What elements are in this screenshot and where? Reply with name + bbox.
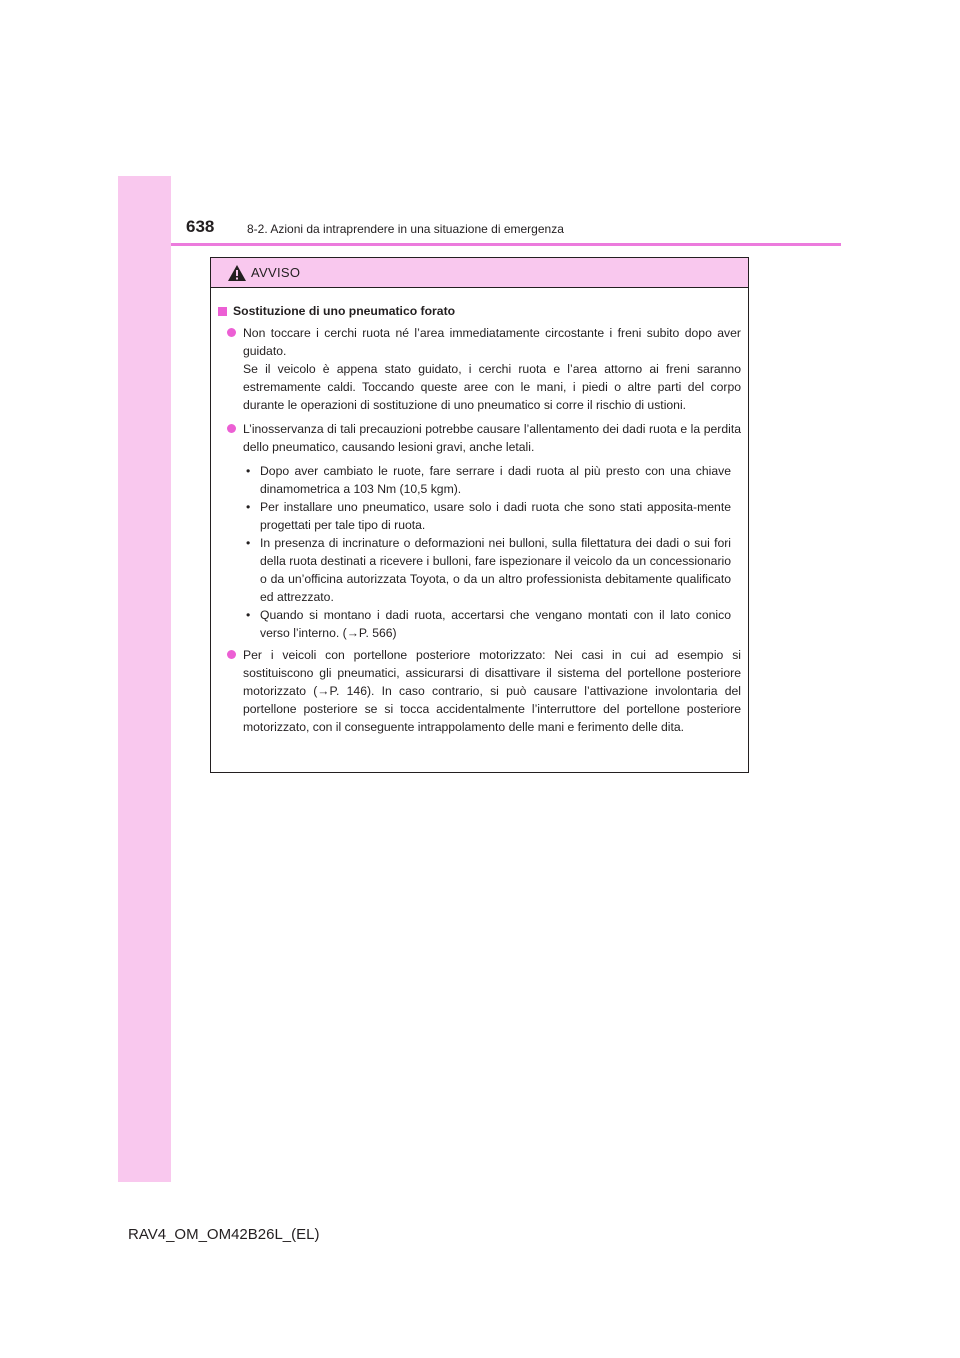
- small-bullet-icon: •: [246, 464, 251, 478]
- warning-point-2: [218, 420, 741, 642]
- small-bullet-icon: •: [246, 536, 251, 550]
- sub-item-1-text: Dopo aver cambiato le ruote, fare serrare i dadi ruota al più presto con una chiave dinamometrica a 103 Nm (10,5 kgm).: [260, 464, 731, 496]
- point-3-line-1: Per i veicoli con portellone posteriore motorizzato: Nei casi in cui ad esempio si sostituiscono gli pneumatici, assicurarsi di disattivare il sistema del portellone posteriore motorizzato (→P. 146). In caso contrario, si può causare l’attivazione involontaria del portellone posteriore se si tocca accidentalmente l’interruttore del portellone posteriore motorizzato, con il conseguente intrappolamento delle mani e ferimento delle dita.: [243, 648, 741, 734]
- sub-item-1: [243, 462, 741, 498]
- sub-item-2: [243, 498, 741, 534]
- warning-header: [211, 258, 748, 288]
- header-rule: [171, 243, 841, 246]
- warning-point-1: [218, 324, 741, 414]
- circle-bullet-icon: [227, 424, 236, 433]
- sub-item-4-text: Quando si montano i dadi ruota, accertarsi che vengano montati con il lato conico verso l’interno. (→P. 566): [260, 608, 731, 640]
- square-bullet-icon: [218, 307, 227, 316]
- chapter-side-tab: [118, 176, 171, 1182]
- sub-item-2-text: Per installare uno pneumatico, usare solo i dadi ruota che sono stati apposita-mente progettati per tale tipo di ruota.: [260, 500, 731, 532]
- point-2-sublist: [243, 462, 741, 642]
- point-1-line-1: Non toccare i cerchi ruota né l’area immediatamente circostante i freni subito dopo aver guidato.: [243, 326, 741, 358]
- warning-label: AVVISO: [251, 265, 301, 280]
- footer-doc-code: RAV4_OM_OM42B26L_(EL): [128, 1226, 320, 1243]
- sub-item-3-text: In presenza di incrinature o deformazioni nei bulloni, sulla filettatura dei dadi o sui fori della ruota destinati a ricevere i bulloni, fare ispezionare il veicolo da un concessionario o da un’officina autorizzata Toyota, o da un altro professionista debitamente qualificato ed attrezzato.: [260, 536, 731, 604]
- small-bullet-icon: •: [246, 500, 251, 514]
- warning-box: [210, 257, 749, 773]
- warning-point-3: [218, 646, 741, 736]
- point-2-line-1: L’inosservanza di tali precauzioni potrebbe causare l’allentamento dei dadi ruota e la perdita dello pneumatico, causando lesioni gravi, anche letali.: [243, 422, 741, 454]
- warning-triangle-icon: [227, 264, 247, 282]
- circle-bullet-icon: [227, 650, 236, 659]
- section-title: 8-2. Azioni da intraprendere in una situazione di emergenza: [247, 222, 564, 236]
- sub-item-3: [243, 534, 741, 606]
- page-number: 638: [186, 217, 215, 236]
- warning-heading-text: Sostituzione di uno pneumatico forato: [233, 304, 456, 318]
- small-bullet-icon: •: [246, 608, 251, 622]
- sub-item-4: [243, 606, 741, 642]
- circle-bullet-icon: [227, 328, 236, 337]
- warning-heading: [218, 302, 741, 320]
- warning-body: [211, 288, 748, 736]
- point-1-line-2: Se il veicolo è appena stato guidato, i cerchi ruota e l’area attorno ai freni saranno estremamente caldi. Toccando queste aree con le mani, i piedi o altre parti del corpo durante le operazioni di sostituzione di uno pneumatico si corre il rischio di ustioni.: [243, 362, 741, 412]
